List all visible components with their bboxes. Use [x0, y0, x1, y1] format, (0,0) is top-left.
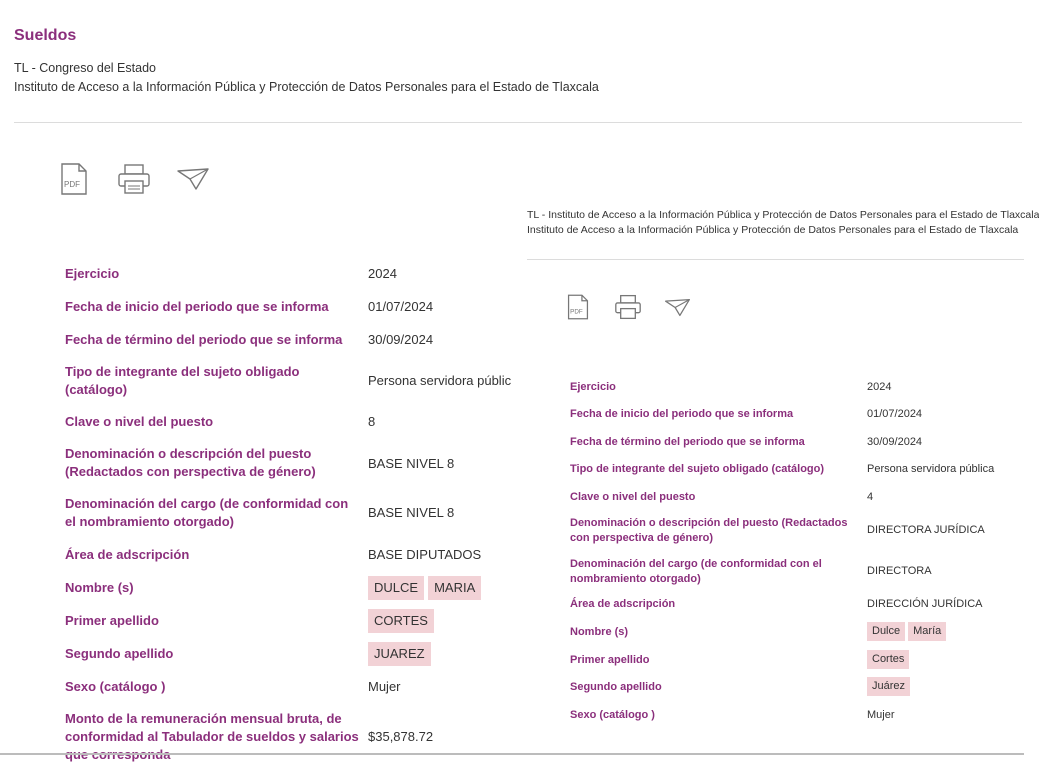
subject-name: TL - Instituto de Acceso a la Información Pública y Protección de Datos Personales para el Estado de Tlaxcala — [527, 209, 1039, 221]
page-title: Sueldos — [14, 27, 77, 44]
pdf-icon[interactable] — [567, 294, 589, 325]
field-label-line: Denominación o descripción del puesto (Redactados — [570, 517, 848, 529]
field-label-line: (catálogo) — [65, 382, 128, 397]
field-value-fecha-termino: 30/09/2024 — [867, 436, 923, 448]
field-label-segundo-apellido: Segundo apellido — [65, 646, 174, 661]
header-divider — [14, 122, 1022, 123]
field-value-fecha-termino: 30/09/2024 — [368, 332, 434, 347]
field-label-line: Monto de la remuneración mensual bruta, de — [65, 711, 342, 726]
field-value-area: DIRECCIÓN JURÍDICA — [867, 598, 983, 610]
field-label-segundo-apellido: Segundo apellido — [570, 681, 662, 693]
field-value-tipo-integrante: Persona servidora pública — [867, 463, 995, 475]
field-label-sexo: Sexo (catálogo ) — [570, 709, 655, 721]
field-value-sexo: Mujer — [867, 709, 895, 721]
field-label-line: Denominación del cargo (de conformidad con el — [570, 558, 822, 570]
field-label-denominacion-puesto — [570, 516, 848, 546]
field-label-tipo-integrante — [65, 363, 300, 399]
field-value-segundo-apellido — [368, 642, 435, 666]
pdf-icon-label: PDF — [64, 180, 80, 189]
subject-name: TL - Congreso del Estado — [14, 61, 156, 75]
field-value-nombre — [368, 576, 485, 600]
field-value-segundo-apellido — [867, 677, 913, 696]
field-value-denominacion-cargo: BASE NIVEL 8 — [368, 505, 455, 520]
field-label-clave-nivel: Clave o nivel del puesto — [65, 414, 214, 429]
name-chip: CORTES — [368, 609, 434, 633]
field-label-fecha-termino: Fecha de término del periodo que se informa — [65, 332, 343, 347]
field-label-denominacion-cargo — [65, 495, 348, 531]
field-label-line: Tipo de integrante del sujeto obligado — [65, 364, 300, 379]
field-value-denominacion-cargo: DIRECTORA — [867, 565, 932, 577]
field-label-fecha-inicio: Fecha de inicio del periodo que se informa — [570, 408, 794, 420]
field-value-denominacion-puesto: BASE NIVEL 8 — [368, 456, 455, 471]
field-value-primer-apellido — [368, 609, 438, 633]
field-label-sexo: Sexo (catálogo ) — [65, 679, 166, 694]
field-label-primer-apellido: Primer apellido — [570, 654, 650, 666]
field-value-clave-nivel: 8 — [368, 414, 376, 429]
name-chip: JUAREZ — [368, 642, 431, 666]
field-label-fecha-termino: Fecha de término del periodo que se informa — [570, 436, 805, 448]
send-icon[interactable] — [664, 298, 691, 322]
record-2-panel — [527, 195, 1039, 755]
field-label-denominacion-puesto — [65, 445, 316, 481]
field-label-nombre: Nombre (s) — [570, 626, 629, 638]
field-label-line: con perspectiva de género) — [570, 532, 714, 544]
field-label-tipo-integrante: Tipo de integrante del sujeto obligado (catálogo) — [570, 463, 825, 475]
field-label-denominacion-cargo — [570, 557, 822, 587]
name-chip: Dulce — [867, 622, 905, 641]
field-value-monto: $35,878.72 — [368, 729, 434, 744]
field-label-nombre: Nombre (s) — [65, 580, 134, 595]
field-label-line: (Redactados con perspectiva de género) — [65, 464, 316, 479]
send-icon[interactable] — [176, 167, 210, 196]
print-icon[interactable] — [614, 294, 642, 325]
field-value-denominacion-puesto: DIRECTORA JURÍDICA — [867, 524, 985, 536]
name-chip: María — [908, 622, 946, 641]
institution-name: Instituto de Acceso a la Información Pública y Protección de Datos Personales para el Estado de Tlaxcala — [527, 224, 1019, 236]
field-value-sexo: Mujer — [368, 679, 401, 694]
field-label-line: Denominación del cargo (de conformidad con — [65, 496, 349, 511]
print-icon[interactable] — [117, 163, 151, 200]
field-value-nombre — [867, 622, 949, 641]
bottom-divider — [0, 753, 1024, 755]
field-label-area: Área de adscripción — [570, 598, 676, 610]
field-label-primer-apellido: Primer apellido — [65, 613, 159, 628]
name-chip: MARIA — [428, 576, 481, 600]
name-chip: DULCE — [368, 576, 424, 600]
field-label-line: Denominación o descripción del puesto — [65, 446, 312, 461]
name-chip: Juárez — [867, 677, 910, 696]
field-label-line: el nombramiento otorgado) — [65, 514, 234, 529]
field-label-ejercicio: Ejercicio — [570, 381, 616, 393]
field-value-clave-nivel: 4 — [867, 491, 874, 503]
field-value-ejercicio: 2024 — [368, 266, 397, 281]
field-value-fecha-inicio: 01/07/2024 — [867, 408, 923, 420]
field-value-fecha-inicio: 01/07/2024 — [368, 299, 434, 314]
field-label-area: Área de adscripción — [65, 547, 190, 562]
field-value-area: BASE DIPUTADOS — [368, 547, 482, 562]
institution-name: Instituto de Acceso a la Información Pública y Protección de Datos Personales para el Estado de Tlaxcala — [14, 80, 599, 94]
field-value-ejercicio: 2024 — [867, 381, 892, 393]
field-value-tipo-integrante: Persona servidora públic — [368, 373, 512, 388]
pdf-icon-label: PDF — [570, 308, 583, 316]
field-label-line: nombramiento otorgado) — [570, 573, 701, 585]
field-label-fecha-inicio: Fecha de inicio del periodo que se informa — [65, 299, 329, 314]
field-label-clave-nivel: Clave o nivel del puesto — [570, 491, 696, 503]
field-label-ejercicio: Ejercicio — [65, 266, 120, 281]
field-value-primer-apellido — [867, 650, 912, 669]
header-divider — [527, 259, 1024, 260]
field-label-monto — [65, 710, 359, 753]
pdf-icon[interactable] — [60, 163, 88, 200]
name-chip: Cortes — [867, 650, 909, 669]
field-label-line: conformidad al Tabulador de sueldos y salarios — [65, 729, 359, 744]
